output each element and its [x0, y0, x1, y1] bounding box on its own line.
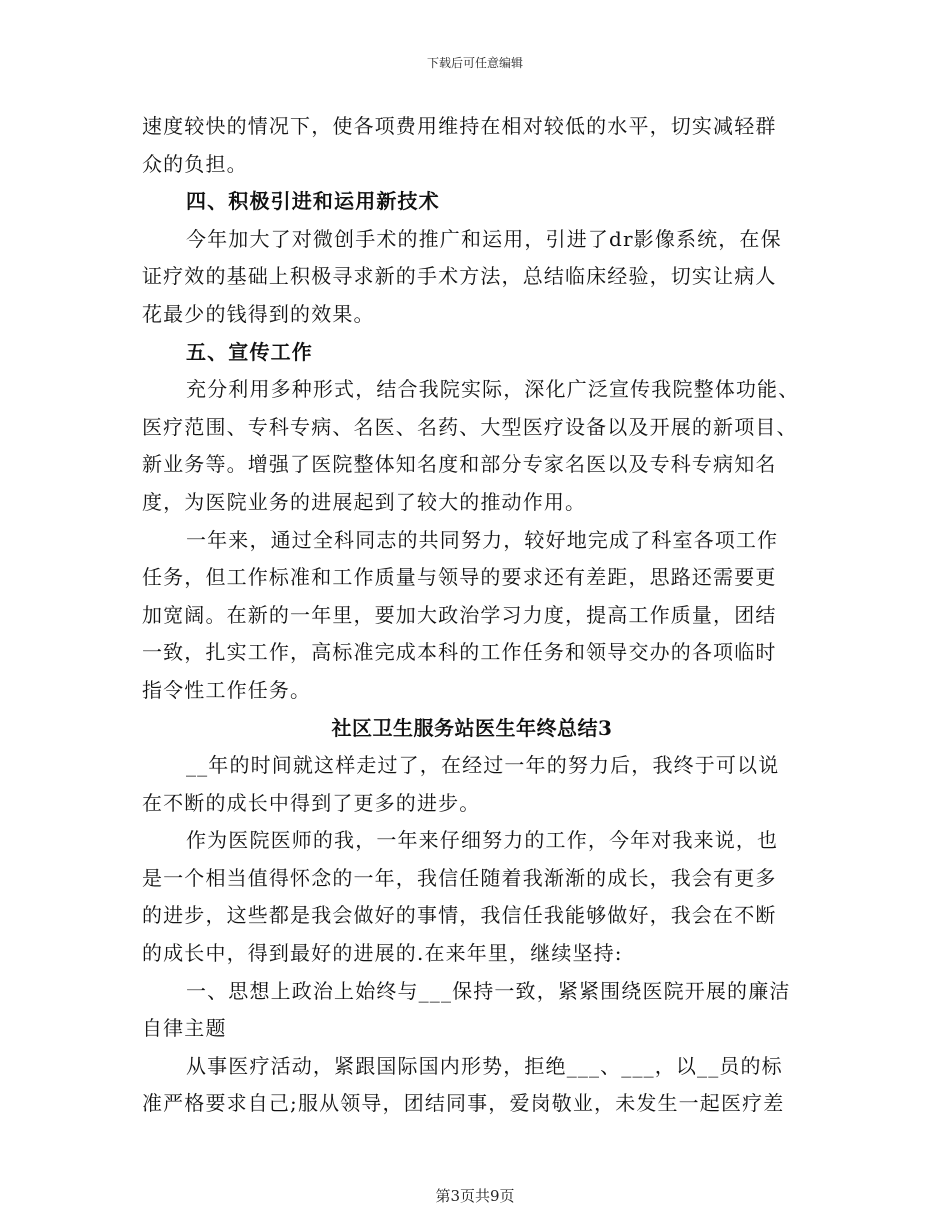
- text-line: 一致，扎实工作，高标准完成本科的工作任务和领导交办的各项临时: [142, 640, 777, 665]
- text-line: 医疗范围、专科专病、名医、名药、大型医疗设备以及开展的新项目、: [142, 414, 798, 439]
- text-line: 众的负担。: [142, 151, 248, 176]
- section-heading: 四、积极引进和运用新技术: [186, 189, 440, 214]
- document-title: 社区卫生服务站医生年终总结3: [331, 715, 613, 740]
- text-line: 新业务等。增强了医院整体知名度和部分专家名医以及专科专病知名: [142, 452, 777, 477]
- text-line: 自律主题: [142, 1016, 227, 1041]
- section-heading: 五、宣传工作: [186, 339, 313, 364]
- text-line: 任务，但工作标准和工作质量与领导的要求还有差距，思路还需要更: [142, 565, 777, 590]
- text-line: 充分利用多种形式，结合我院实际，深化广泛宣传我院整体功能、: [186, 377, 800, 402]
- text-line: 花最少的钱得到的效果。: [142, 301, 375, 326]
- text-line: 度，为医院业务的进展起到了较大的推动作用。: [142, 489, 587, 514]
- text-line: 证疗效的基础上积极寻求新的手术方法，总结临床经验，切实让病人: [142, 264, 777, 289]
- text-line: 的成长中，得到最好的进展的.在来年里，继续坚持:: [142, 941, 623, 966]
- text-line: 速度较快的情况下，使各项费用维持在相对较低的水平，切实减轻群: [142, 114, 777, 138]
- text-line: 加宽阔。在新的一年里，要加大政治学习力度，提高工作质量，团结: [142, 602, 777, 627]
- text-line: 在不断的成长中得到了更多的进步。: [142, 790, 481, 815]
- document-body: [142, 108, 802, 1123]
- text-line: 一、思想上政治上始终与___保持一致，紧紧围绕医院开展的廉洁: [186, 978, 791, 1003]
- text-line: 一年来，通过全科同志的共同努力，较好地完成了科室各项工作: [186, 527, 779, 552]
- text-line: 今年加大了对微创手术的推广和运用，引进了dr影像系统，在保: [186, 226, 782, 251]
- text-line: 准严格要求自己;服从领导，团结同事，爱岗敬业，未发生一起医疗差: [142, 1091, 785, 1116]
- page-header: 下载后可任意编辑: [426, 56, 523, 70]
- text-line: 从事医疗活动，紧跟国际国内形势，拒绝___、___，以__员的标: [186, 1053, 783, 1078]
- text-line: 的进步，这些都是我会做好的事情，我信任我能够做好，我会在不断: [142, 903, 777, 928]
- text-line: 指令性工作任务。: [142, 677, 312, 702]
- page-footer: 第3页共9页: [435, 1187, 515, 1205]
- text-line: 作为医院医师的我，一年来仔细努力的工作，今年对我来说，也: [186, 828, 779, 853]
- text-line: 是一个相当值得怀念的一年，我信任随着我渐渐的成长，我会有更多: [142, 865, 777, 890]
- text-line: __年的时间就这样走过了，在经过一年的努力后，我终于可以说: [186, 753, 780, 778]
